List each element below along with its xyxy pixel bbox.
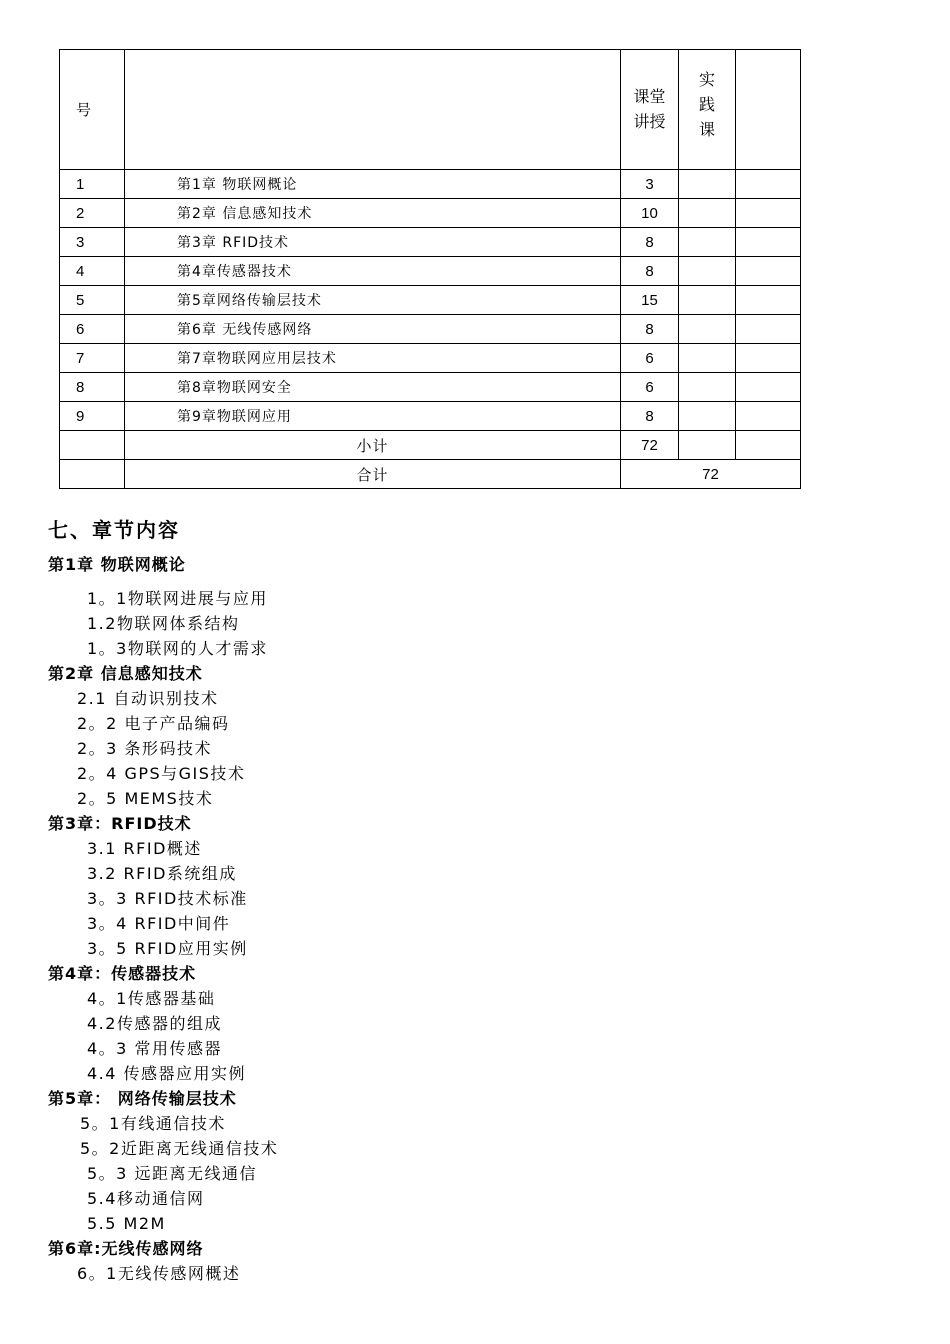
subtotal-label: 小计 [125, 431, 621, 460]
subtotal-value: 72 [621, 431, 679, 460]
row-num: 1 [60, 170, 125, 199]
total-num [60, 460, 125, 489]
row-chapter: 第6章 无线传感网络 [125, 315, 621, 344]
row-hours: 6 [621, 373, 679, 402]
row-hours: 8 [621, 402, 679, 431]
row-hours: 6 [621, 344, 679, 373]
row-num: 4 [60, 257, 125, 286]
row-num: 3 [60, 228, 125, 257]
chapter-item: 5.4移动通信网 [87, 1189, 205, 1208]
header-practice-text: 实践课 [698, 72, 715, 139]
row-num: 5 [60, 286, 125, 315]
header-extra [736, 50, 801, 170]
total-value: 72 [621, 460, 801, 489]
chapter-item: 1。3物联网的人才需求 [87, 639, 268, 658]
table-row [60, 199, 801, 228]
chapter-5 [48, 1086, 908, 1236]
table-row [60, 170, 801, 199]
row-chapter: 第9章物联网应用 [125, 402, 621, 431]
row-practice [679, 344, 736, 373]
row-num: 9 [60, 402, 125, 431]
chapter-2 [48, 661, 908, 811]
chapter-item: 4.2传感器的组成 [87, 1014, 222, 1033]
chapter-item: 4。3 常用传感器 [87, 1039, 222, 1058]
row-practice [679, 315, 736, 344]
table-row [60, 228, 801, 257]
chapter-item: 5.5 M2M [87, 1214, 166, 1233]
row-extra [736, 402, 801, 431]
row-chapter: 第7章物联网应用层技术 [125, 344, 621, 373]
row-num: 2 [60, 199, 125, 228]
row-extra [736, 344, 801, 373]
chapter-item: 4.4 传感器应用实例 [87, 1064, 247, 1083]
row-practice [679, 170, 736, 199]
table-row [60, 344, 801, 373]
chapter-3 [48, 811, 908, 961]
chapter-item: 5。1有线通信技术 [80, 1114, 226, 1133]
row-hours: 10 [621, 199, 679, 228]
chapter-item: 6。1无线传感网概述 [77, 1264, 241, 1283]
row-extra [736, 199, 801, 228]
header-lecture [621, 50, 679, 170]
row-extra [736, 228, 801, 257]
chapter-item: 5。2近距离无线通信技术 [80, 1139, 279, 1158]
table-row [60, 315, 801, 344]
total-label: 合计 [125, 460, 621, 489]
chapter-heading: 第6章:无线传感网络 [48, 1239, 204, 1258]
chapter-item: 3。5 RFID应用实例 [87, 939, 248, 958]
row-practice [679, 402, 736, 431]
chapter-item: 2.1 自动识别技术 [77, 689, 219, 708]
chapter-item: 5。3 远距离无线通信 [87, 1164, 257, 1183]
table-row [60, 257, 801, 286]
subtotal-practice [679, 431, 736, 460]
table-row [60, 402, 801, 431]
subtotal-num [60, 431, 125, 460]
table-header-row [60, 50, 801, 170]
chapter-item: 2。3 条形码技术 [77, 739, 212, 758]
row-extra [736, 257, 801, 286]
row-hours: 8 [621, 228, 679, 257]
header-num: 号 [60, 50, 125, 170]
chapter-heading: 第4章：传感器技术 [48, 964, 197, 983]
chapter-item: 3.2 RFID系统组成 [87, 864, 237, 883]
row-chapter: 第4章传感器技术 [125, 257, 621, 286]
chapter-item: 2。2 电子产品编码 [77, 714, 230, 733]
chapter-heading: 第3章：RFID技术 [48, 814, 192, 833]
chapter-item: 4。1传感器基础 [87, 989, 216, 1008]
chapter-item: 3.1 RFID概述 [87, 839, 202, 858]
chapter-item: 2。5 MEMS技术 [77, 789, 214, 808]
row-chapter: 第3章 RFID技术 [125, 228, 621, 257]
chapter-4 [48, 961, 908, 1086]
chapter-heading: 第1章 物联网概论 [48, 555, 186, 574]
row-extra [736, 170, 801, 199]
header-name [125, 50, 621, 170]
row-hours: 15 [621, 286, 679, 315]
row-extra [736, 315, 801, 344]
chapter-heading: 第5章： 网络传输层技术 [48, 1089, 237, 1108]
row-extra [736, 373, 801, 402]
subtotal-extra [736, 431, 801, 460]
row-chapter: 第5章网络传输层技术 [125, 286, 621, 315]
row-practice [679, 373, 736, 402]
header-practice [679, 50, 736, 170]
table-row [60, 286, 801, 315]
chapter-heading: 第2章 信息感知技术 [48, 664, 203, 683]
chapter-content [48, 512, 908, 1286]
row-practice [679, 286, 736, 315]
row-num: 7 [60, 344, 125, 373]
header-lecture-text: 课堂讲授 [633, 88, 666, 131]
row-chapter: 第1章 物联网概论 [125, 170, 621, 199]
chapter-item: 1.2物联网体系结构 [87, 614, 240, 633]
row-chapter: 第8章物联网安全 [125, 373, 621, 402]
row-hours: 3 [621, 170, 679, 199]
chapter-item: 3。4 RFID中间件 [87, 914, 231, 933]
chapter-6 [48, 1236, 908, 1286]
total-row [60, 460, 801, 489]
row-num: 8 [60, 373, 125, 402]
row-practice [679, 199, 736, 228]
row-num: 6 [60, 315, 125, 344]
subtotal-row [60, 431, 801, 460]
row-practice [679, 228, 736, 257]
row-practice [679, 257, 736, 286]
hours-table [59, 49, 801, 489]
chapter-item: 3。3 RFID技术标准 [87, 889, 248, 908]
row-hours: 8 [621, 315, 679, 344]
row-chapter: 第2章 信息感知技术 [125, 199, 621, 228]
table-row [60, 373, 801, 402]
chapter-1 [48, 552, 908, 661]
chapter-item: 2。4 GPS与GIS技术 [77, 764, 246, 783]
row-extra [736, 286, 801, 315]
row-hours: 8 [621, 257, 679, 286]
chapter-item: 1。1物联网进展与应用 [87, 589, 268, 608]
section-title: 七、章节内容 [48, 518, 180, 542]
